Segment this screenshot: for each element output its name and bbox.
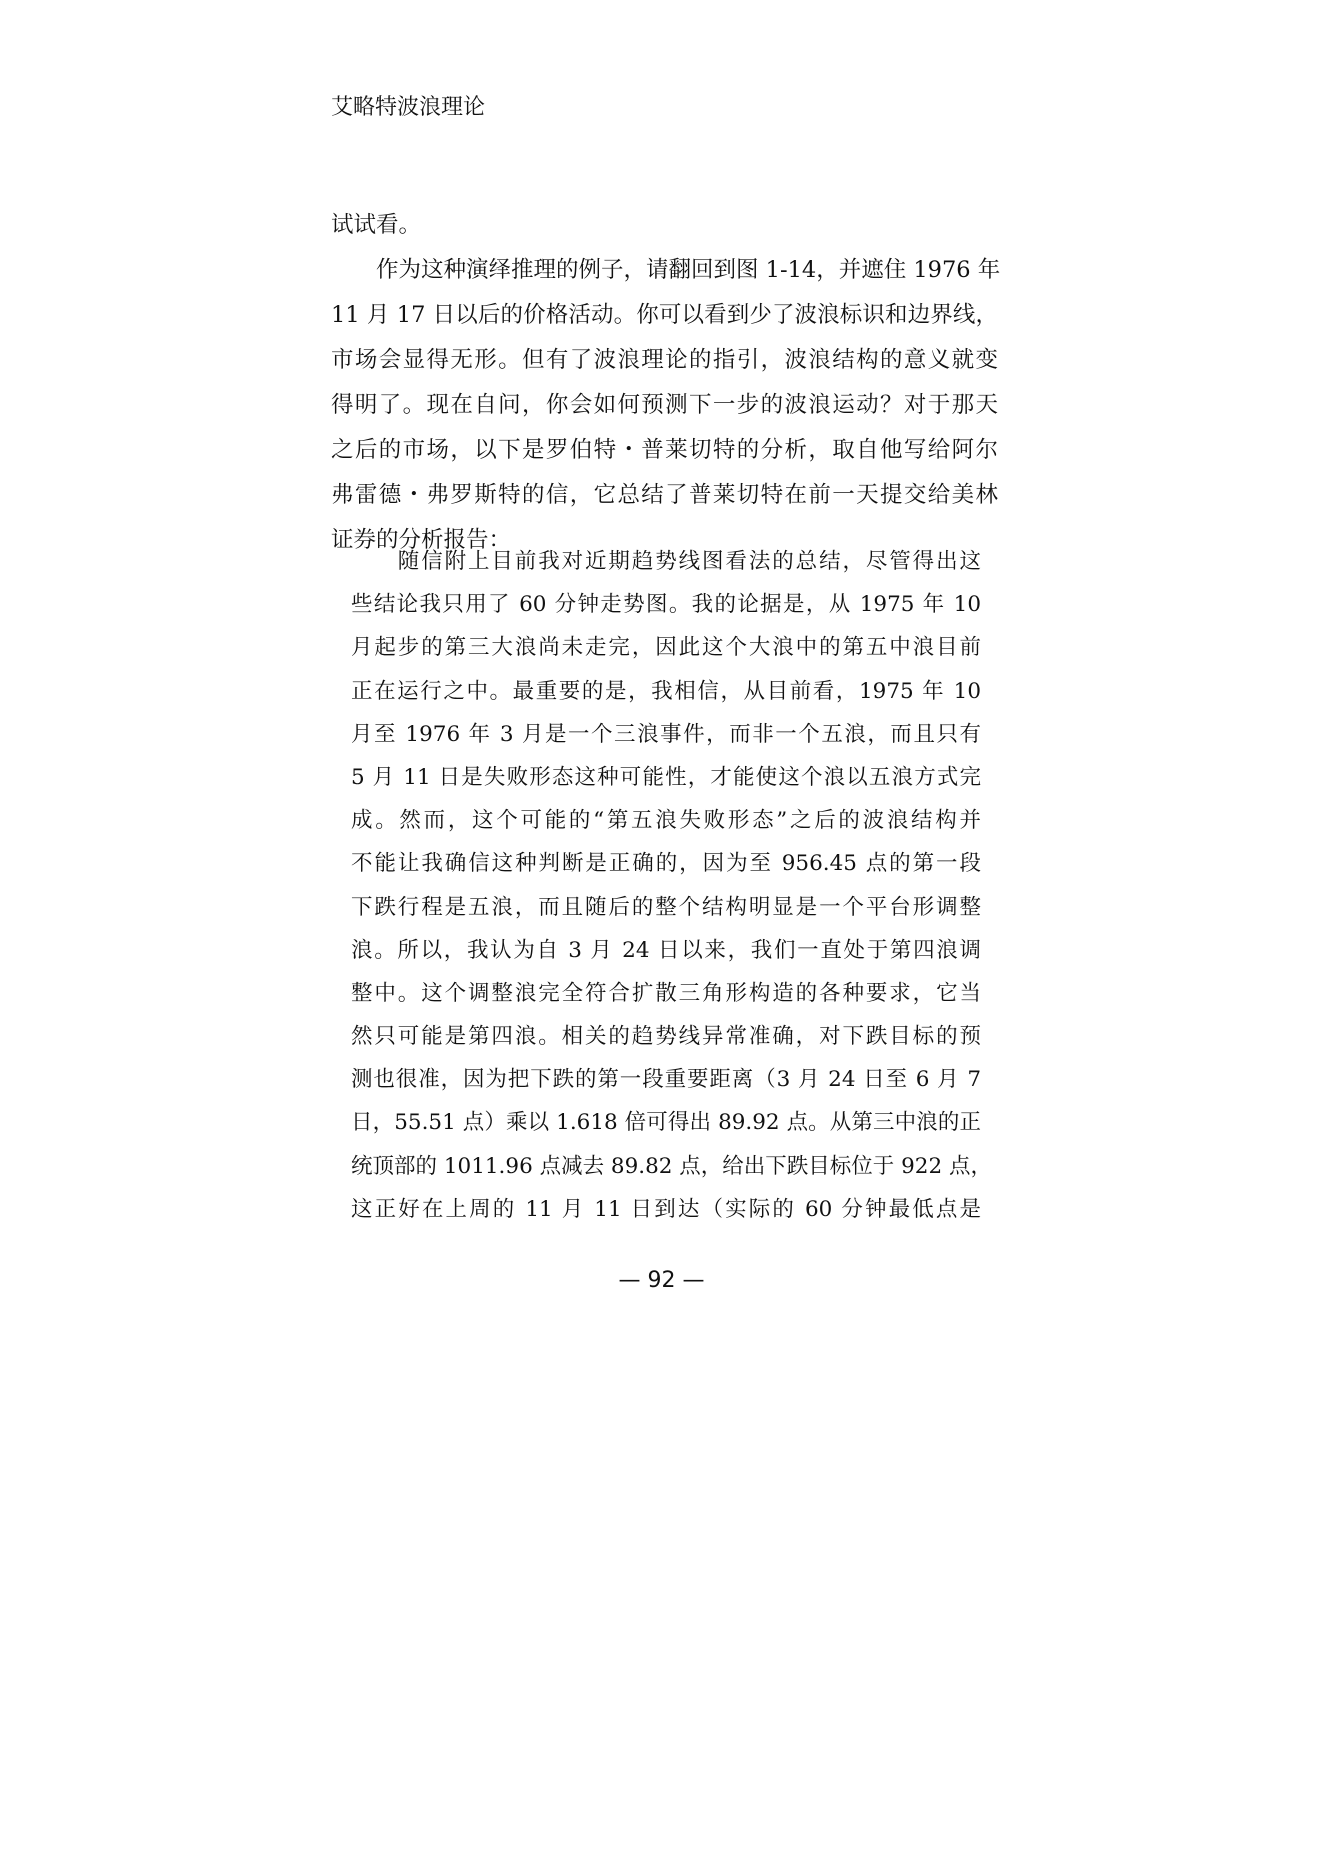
quote-line: 统顶部的 1011.96 点减去 89.82 点，给出下跌目标位于 922 点， [351,1153,993,1179]
quote-line: 浪。所以，我认为自 3 月 24 日以来，我们一直处于第四浪调 [351,937,981,963]
body-line: 弗雷德・弗罗斯特的信，它总结了普莱切特在前一天提交给美林 [331,482,998,508]
body-line: 得明了。现在自问，你会如何预测下一步的波浪运动？对于那天 [331,392,998,418]
body-line: 11 月 17 日以后的价格活动。你可以看到少了波浪标识和边界线， [331,302,998,328]
quote-line: 成。然而，这个可能的“第五浪失败形态”之后的波浪结构并 [351,808,981,834]
body-line: 作为这种演绎推理的例子，请翻回到图 1-14，并遮住 1976 年 [331,257,1001,283]
quote-line: 这正好在上周的 11 月 11 日到达（实际的 60 分钟最低点是 [351,1196,981,1222]
body-text [331,203,1001,563]
body-line: 试试看。 [331,212,422,238]
quote-line: 5 月 11 日是失败形态这种可能性，才能使这个浪以五浪方式完 [351,764,981,790]
quote-line: 不能让我确信这种判断是正确的，因为至 956.45 点的第一段 [351,851,981,877]
quote-line: 随信附上目前我对近期趋势线图看法的总结，尽管得出这 [351,549,981,574]
page-number: — 92 — [618,1268,705,1293]
body-line: 证券的分析报告： [331,527,512,553]
quote-line: 月起步的第三大浪尚未走完，因此这个大浪中的第五中浪目前 [351,635,981,661]
quote-line: 然只可能是第四浪。相关的趋势线异常准确，对下跌目标的预 [351,1024,981,1050]
body-line: 市场会显得无形。但有了波浪理论的指引，波浪结构的意义就变 [331,347,998,373]
quote-line: 测也很准，因为把下跌的第一段重要距离（3 月 24 日至 6 月 7 [351,1067,981,1093]
quoted-letter [351,540,993,1231]
quote-line: 月至 1976 年 3 月是一个三浪事件，而非一个五浪，而且只有 [351,721,981,747]
quote-line: 正在运行之中。最重要的是，我相信，从目前看，1975 年 10 [351,678,981,704]
quote-line: 整中。这个调整浪完全符合扩散三角形构造的各种要求，它当 [351,980,981,1006]
running-head: 艾略特波浪理论 [331,95,486,120]
quote-line: 些结论我只用了 60 分钟走势图。我的论据是，从 1975 年 10 [351,592,981,618]
quote-line: 日，55.51 点）乘以 1.618 倍可得出 89.92 点。从第三中浪的正 [351,1110,981,1136]
body-line: 之后的市场，以下是罗伯特・普莱切特的分析，取自他写给阿尔 [331,437,998,463]
quote-line: 下跌行程是五浪，而且随后的整个结构明显是一个平台形调整 [351,894,981,920]
